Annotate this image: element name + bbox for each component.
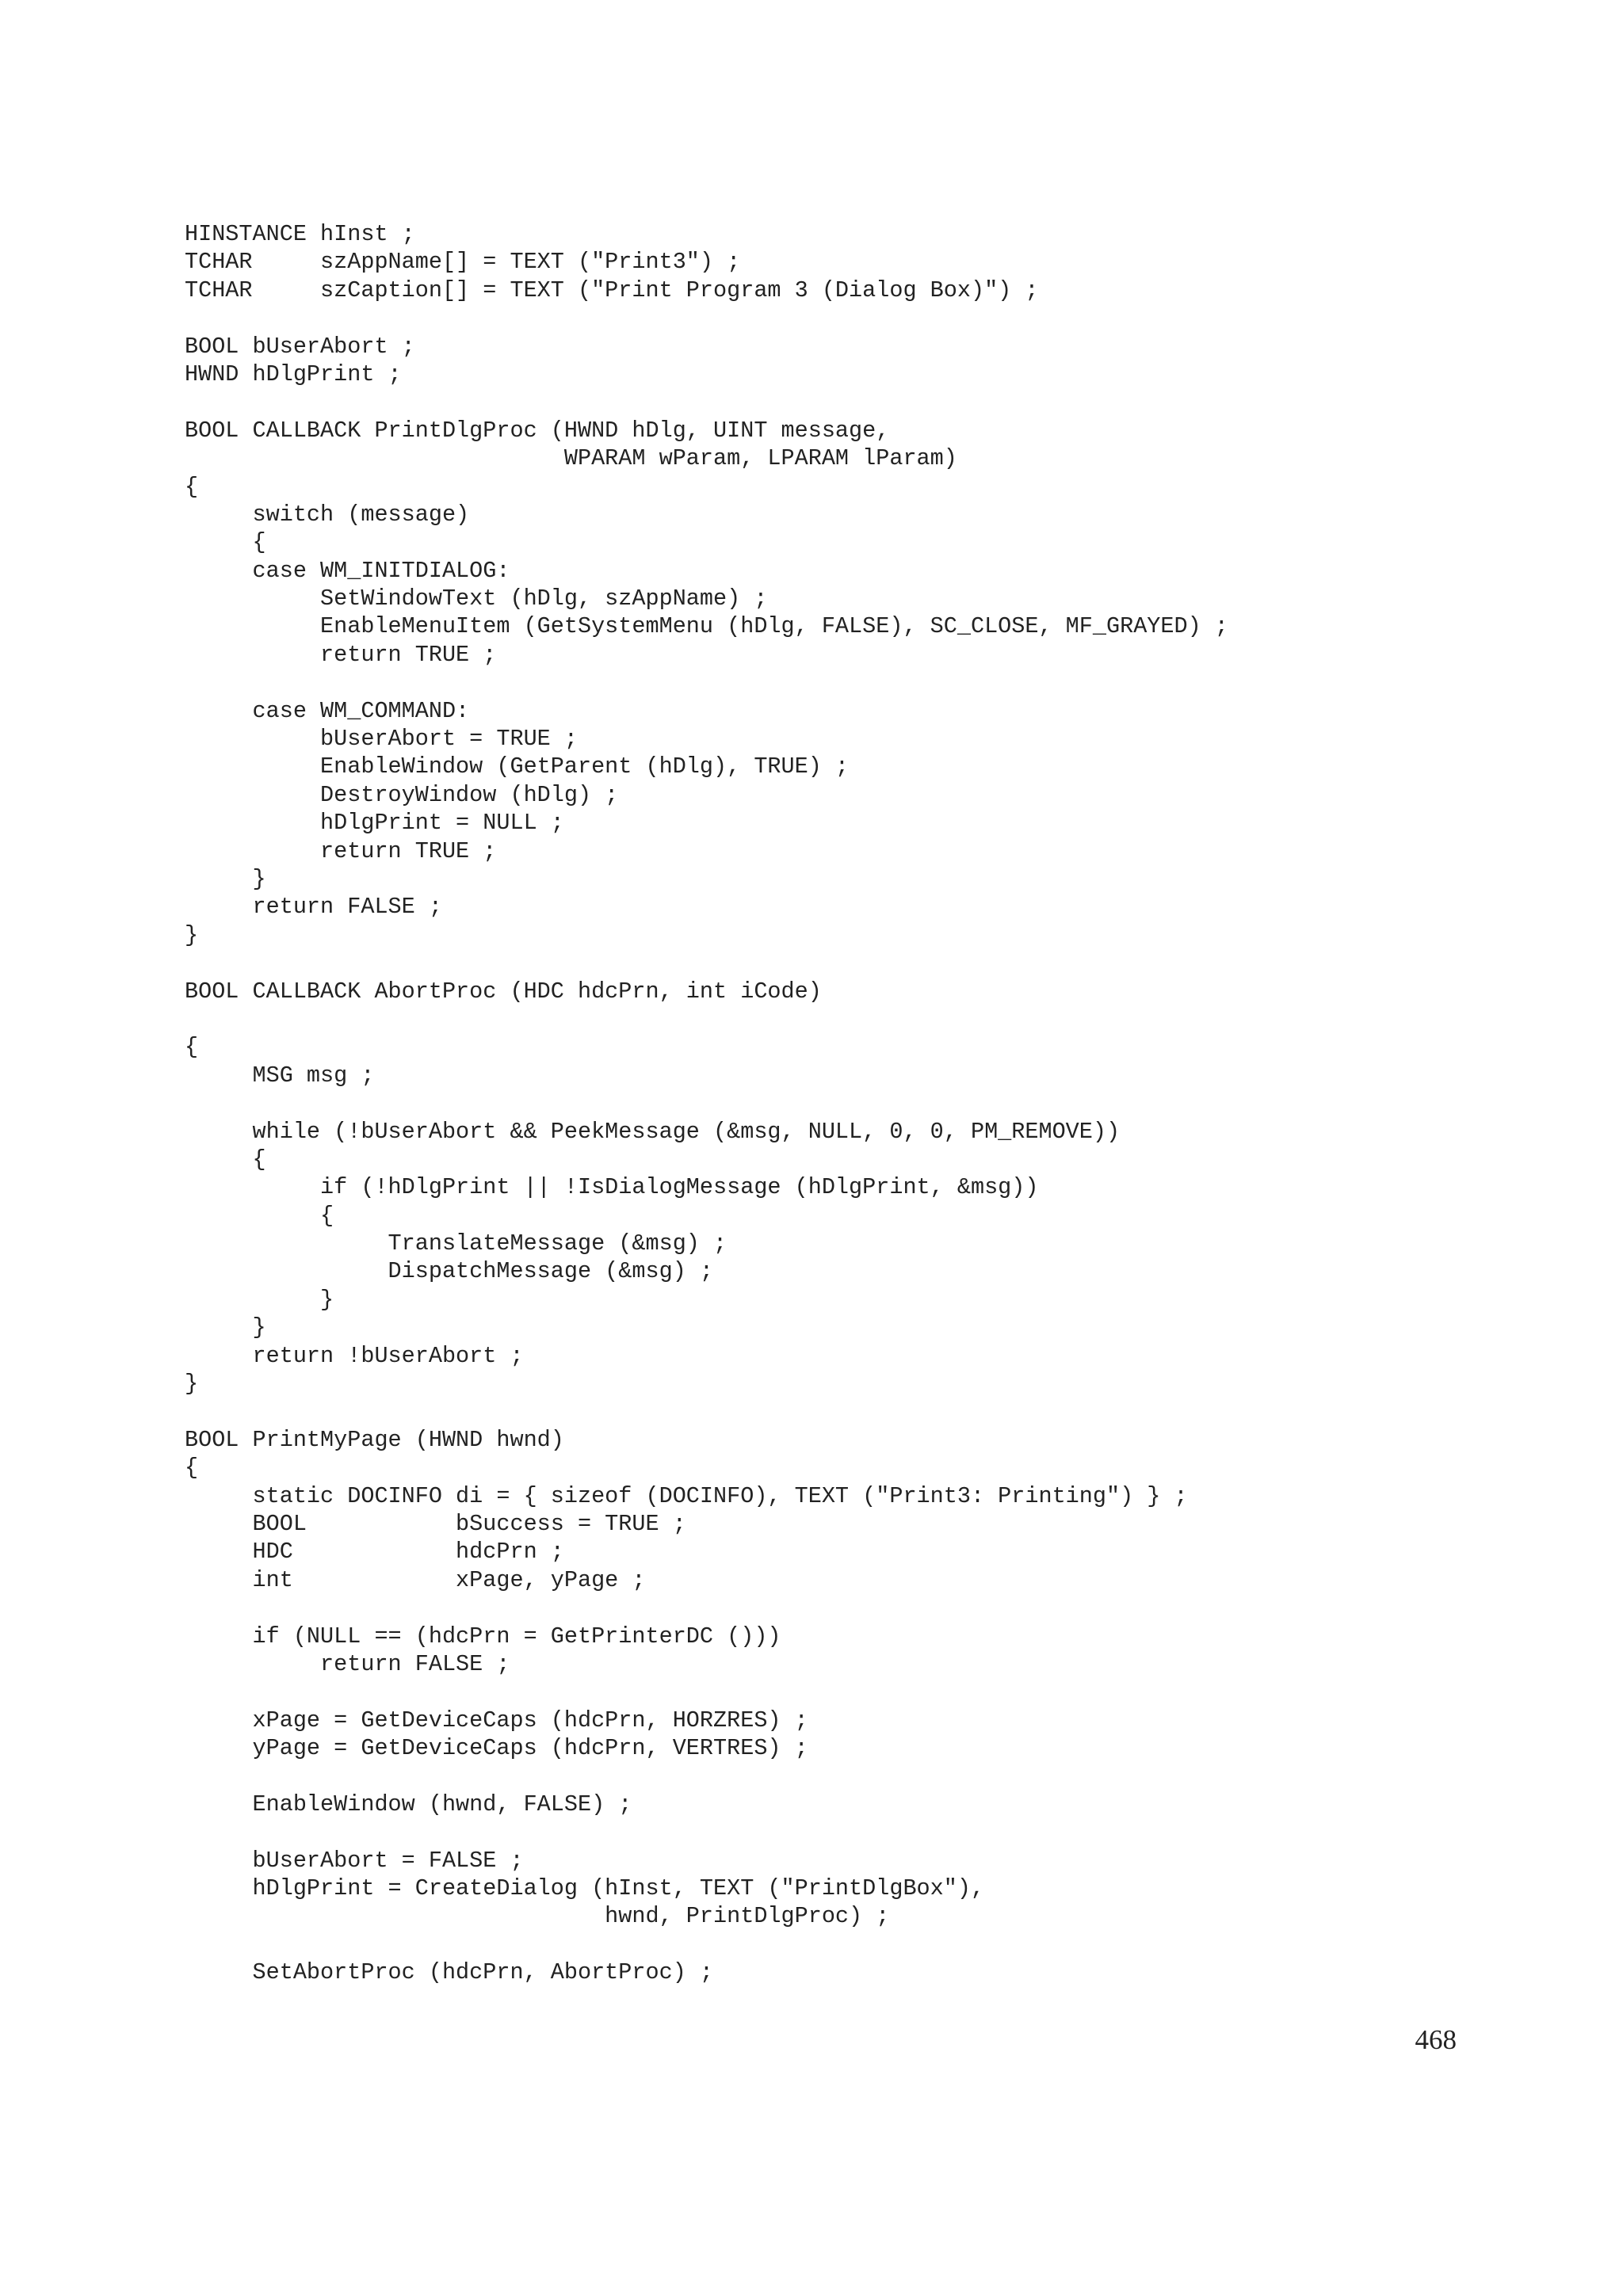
code-line: }	[185, 1286, 334, 1313]
code-line	[185, 1089, 1228, 1117]
code-line	[185, 1762, 1228, 1790]
code-line: return TRUE ;	[185, 641, 497, 668]
code-line	[185, 1594, 1228, 1622]
code-line: if (NULL == (hdcPrn = GetPrinterDC ()))	[185, 1623, 781, 1650]
code-line	[185, 1931, 1228, 1958]
code-line	[185, 1818, 1228, 1846]
code-line: EnableWindow (hwnd, FALSE) ;	[185, 1791, 632, 1817]
code-line: hDlgPrint = NULL ;	[185, 810, 564, 837]
code-line: }	[185, 865, 266, 892]
code-line: BOOL bSuccess = TRUE ;	[185, 1510, 686, 1537]
code-line: switch (message)	[185, 501, 470, 528]
code-line: xPage = GetDeviceCaps (hdcPrn, HORZRES) ;	[185, 1707, 808, 1733]
code-line: {	[185, 1202, 334, 1229]
code-line: SetAbortProc (hdcPrn, AbortProc) ;	[185, 1959, 714, 1986]
code-line: if (!hDlgPrint || !IsDialogMessage (hDlgPrint, &msg))	[185, 1174, 1039, 1201]
code-line: }	[185, 921, 199, 948]
code-line: return !bUserAbort ;	[185, 1342, 524, 1369]
code-line	[185, 1678, 1228, 1706]
code-line: BOOL CALLBACK AbortProc (HDC hdcPrn, int iCode)	[185, 978, 822, 1005]
code-line: {	[185, 1034, 199, 1061]
code-line: return TRUE ;	[185, 837, 497, 864]
code-line: TCHAR szCaption[] = TEXT ("Print Program 3 (Dialog Box)") ;	[185, 277, 1039, 303]
code-line: static DOCINFO di = { sizeof (DOCINFO), TEXT ("Print3: Printing") } ;	[185, 1482, 1188, 1509]
code-line: HDC hdcPrn ;	[185, 1539, 564, 1566]
code-line: HINSTANCE hInst ;	[185, 221, 415, 247]
code-line: hDlgPrint = CreateDialog (hInst, TEXT ("PrintDlgBox"),	[185, 1875, 985, 1902]
code-line	[185, 669, 1228, 696]
code-line: DispatchMessage (&msg) ;	[185, 1258, 714, 1285]
code-line: BOOL PrintMyPage (HWND hwnd)	[185, 1426, 564, 1453]
code-line: {	[185, 1146, 266, 1173]
code-line: WPARAM wParam, LPARAM lParam)	[185, 445, 957, 472]
code-line: HWND hDlgPrint ;	[185, 360, 402, 387]
code-line	[185, 1398, 1228, 1425]
page-number: 468	[1415, 2024, 1457, 2055]
code-line: DestroyWindow (hDlg) ;	[185, 781, 619, 808]
code-line: BOOL bUserAbort ;	[185, 333, 415, 360]
code-line: bUserAbort = TRUE ;	[185, 726, 578, 753]
code-line: TCHAR szAppName[] = TEXT ("Print3") ;	[185, 249, 741, 276]
code-line	[185, 1005, 1228, 1033]
code-line: MSG msg ;	[185, 1062, 375, 1089]
code-line: yPage = GetDeviceCaps (hdcPrn, VERTRES) ;	[185, 1735, 808, 1762]
code-line: TranslateMessage (&msg) ;	[185, 1230, 727, 1257]
code-line: EnableWindow (GetParent (hDlg), TRUE) ;	[185, 753, 850, 780]
code-line: bUserAbort = FALSE ;	[185, 1847, 524, 1874]
code-line	[185, 304, 1228, 332]
code-line: while (!bUserAbort && PeekMessage (&msg, NULL, 0, 0, PM_REMOVE))	[185, 1118, 1121, 1145]
code-line: EnableMenuItem (GetSystemMenu (hDlg, FALSE), SC_CLOSE, MF_GRAYED) ;	[185, 613, 1228, 640]
code-line	[185, 949, 1228, 977]
code-listing	[185, 220, 1228, 1987]
code-line: case WM_INITDIALOG:	[185, 557, 510, 584]
code-line: int xPage, yPage ;	[185, 1566, 646, 1593]
code-line: case WM_COMMAND:	[185, 697, 470, 724]
code-line	[185, 388, 1228, 416]
code-line: }	[185, 1314, 266, 1341]
code-line: }	[185, 1371, 199, 1398]
code-line: return FALSE ;	[185, 1650, 510, 1677]
code-line: {	[185, 473, 199, 500]
code-line: {	[185, 529, 266, 556]
code-line: BOOL CALLBACK PrintDlgProc (HWND hDlg, UINT message,	[185, 417, 890, 444]
code-line: {	[185, 1455, 199, 1482]
code-line: hwnd, PrintDlgProc) ;	[185, 1903, 890, 1930]
code-line: return FALSE ;	[185, 894, 442, 921]
code-line: SetWindowText (hDlg, szAppName) ;	[185, 585, 768, 612]
